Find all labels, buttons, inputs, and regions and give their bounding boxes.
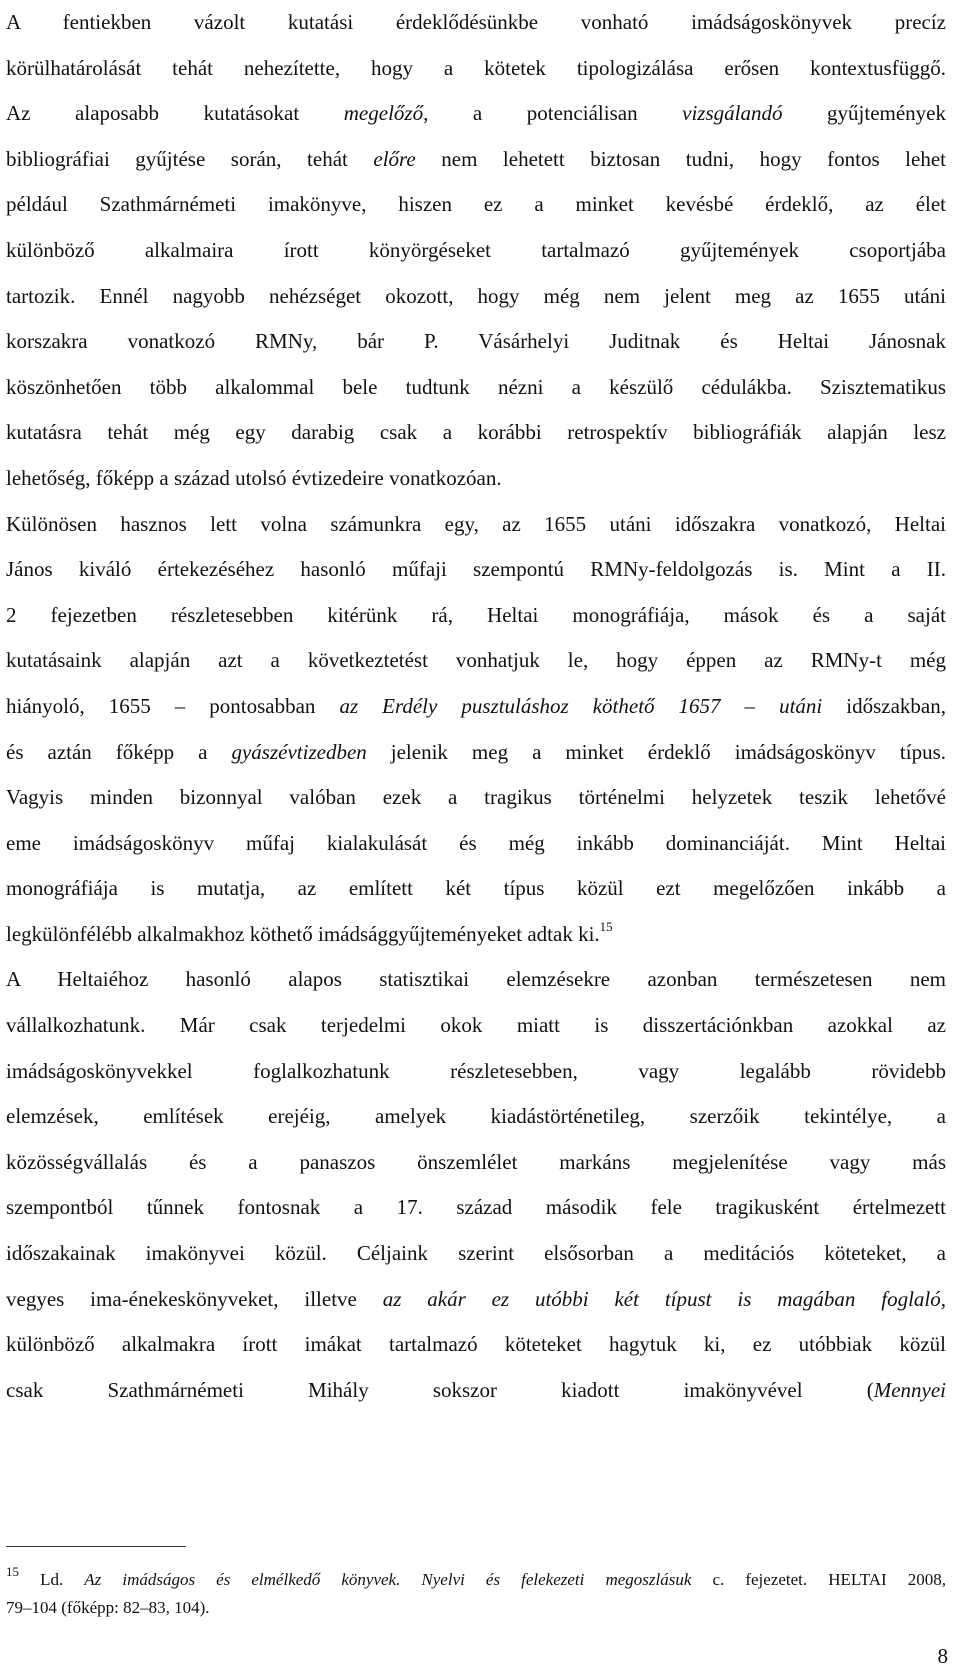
text-line: körülhatárolását tehát nehezítette, hogy a kötetek tipologizálása erősen kontextusfüggő. [6,55,946,80]
italic-run: megelőző, [343,101,429,126]
italic-run: Mennyei [873,1377,946,1402]
text-line: lehetőség, főképp a század utolsó évtizedeire vonatkozóan. [6,465,502,490]
text-run: Az alaposabb kutatásokat [6,101,344,126]
text-line: kutatásra tehát még egy darabig csak a korábbi retrospektív bibliográfiák alapján lesz [6,420,946,445]
text-line [6,1277,946,1323]
italic-run: vizsgálandó [682,101,783,126]
text-line: 2 fejezetben részletesebben kitérünk rá, Heltai monográfiája, mások és a saját [6,602,946,627]
text-run: és aztán főképp a [6,739,232,764]
text-line: imádságoskönyvekkel foglalkozhatunk részletesebben, vagy legalább rövidebb [6,1058,946,1083]
text-line: tartozik. Ennél nagyobb nehézséget okozott, hogy még nem jelent meg az 1655 utáni [6,283,946,308]
italic-run: gyászévtizedben [231,739,367,764]
text-line [6,730,946,776]
text-line: monográfiája is mutatja, az említett két típus közül ezt megelőzően inkább a [6,876,946,901]
text-run: csak Szathmárnémeti Mihály sokszor kiadott imakönyvével ( [6,1377,874,1402]
text-line: különböző alkalmakra írott imákat tartalmazó köteteket hagytuk ki, ez utóbbiak közül [6,1332,946,1357]
text-line [6,684,946,730]
text-line: vállalkozhatunk. Már csak terjedelmi okok miatt is disszertációnkban azokkal az [6,1013,946,1038]
footnote-divider [6,1546,186,1547]
text-line: Vagyis minden bizonnyal valóban ezek a tragikus történelmi helyzetek teszik lehetővé [6,785,946,810]
text-line: közösségvállalás és a panaszos önszemlélet markáns megjelenítése vagy más [6,1149,946,1174]
text-run: a potenciálisan [428,101,683,126]
text-line: köszönhetően több alkalommal bele tudtunk nézni a készülő cédulákba. Szisztematikus [6,374,946,399]
text-line: A Heltaiéhoz hasonló alapos statisztikai elemzésekre azonban természetesen nem [6,967,946,992]
text-run: jelenik meg a minket érdeklő imádságoskönyv típus. [366,739,946,764]
text-line: szempontból tűnnek fontosnak a 17. század második fele tragikusként értelmezett [6,1195,946,1220]
italic-run: előre [373,146,416,171]
text-run: hiányoló, 1655 – pontosabban [6,693,340,718]
text-run: legkülönfélébb alkalmakhoz köthető imádsággyűjteményeket adtak ki. [6,921,600,946]
footnote-reference[interactable]: 15 [599,918,613,934]
text-line: korszakra vonatkozó RMNy, bár P. Vásárhelyi Juditnak és Heltai Jánosnak [6,329,946,354]
text-line: időszakainak imakönyvei közül. Céljaink szerint elsősorban a meditációs köteteket, a [6,1241,946,1266]
text-run: nem lehetett biztosan tudni, hogy fontos lehet [415,146,946,171]
text-run: gyűjtemények [782,101,946,126]
text-line: például Szathmárnémeti imakönyve, hiszen ez a minket kevésbé érdeklő, az élet [6,192,946,217]
footnote [6,1566,946,1622]
footnote-number: 15 [6,1566,19,1580]
text-line: kutatásaink alapján azt a következtetést vonhatjuk le, hogy éppen az RMNy-t még [6,648,946,673]
text-line [6,1368,946,1414]
footnote-line: 79–104 (főképp: 82–83, 104). [6,1598,210,1617]
italic-run: az akár ez utóbbi két típust is magában foglaló, [382,1286,946,1311]
italic-run: Az imádságos és elmélkedő könyvek. Nyelvi és felekezeti megoszlásuk [84,1570,692,1589]
text-line: A fentiekben vázolt kutatási érdeklődésünkbe vonható imádságoskönyvek precíz [6,10,946,34]
text-run: vegyes ima-énekeskönyveket, illetve [6,1286,383,1311]
italic-run: az Erdély pusztuláshoz köthető 1657 – utáni [339,693,823,718]
text-run: c. fejezetet. HELTAI 2008, [691,1570,946,1589]
text-line: elemzések, említések erejéig, amelyek kiadástörténetileg, szerzőik tekintélye, a [6,1104,946,1129]
text-line: Különösen hasznos lett volna számunkra egy, az 1655 utáni időszakra vonatkozó, Heltai [6,511,946,536]
body-paragraph [6,0,946,1413]
footnote-line [6,1566,946,1594]
text-line: különböző alkalmaira írott könyörgéseket tartalmazó gyűjtemények csoportjába [6,237,946,262]
text-run: időszakban, [822,693,946,718]
text-run: Ld. [19,1570,85,1589]
text-line [6,91,946,137]
text-run: bibliográfiai gyűjtése során, tehát [6,146,374,171]
text-line: eme imádságoskönyv műfaj kialakulását és még inkább dominanciáját. Mint Heltai [6,830,946,855]
page-number: 8 [937,1644,948,1668]
text-line: János kiváló értekezéséhez hasonló műfaji szempontú RMNy-feldolgozás is. Mint a II. [6,557,946,582]
text-line [6,137,946,183]
text-line [6,912,946,958]
